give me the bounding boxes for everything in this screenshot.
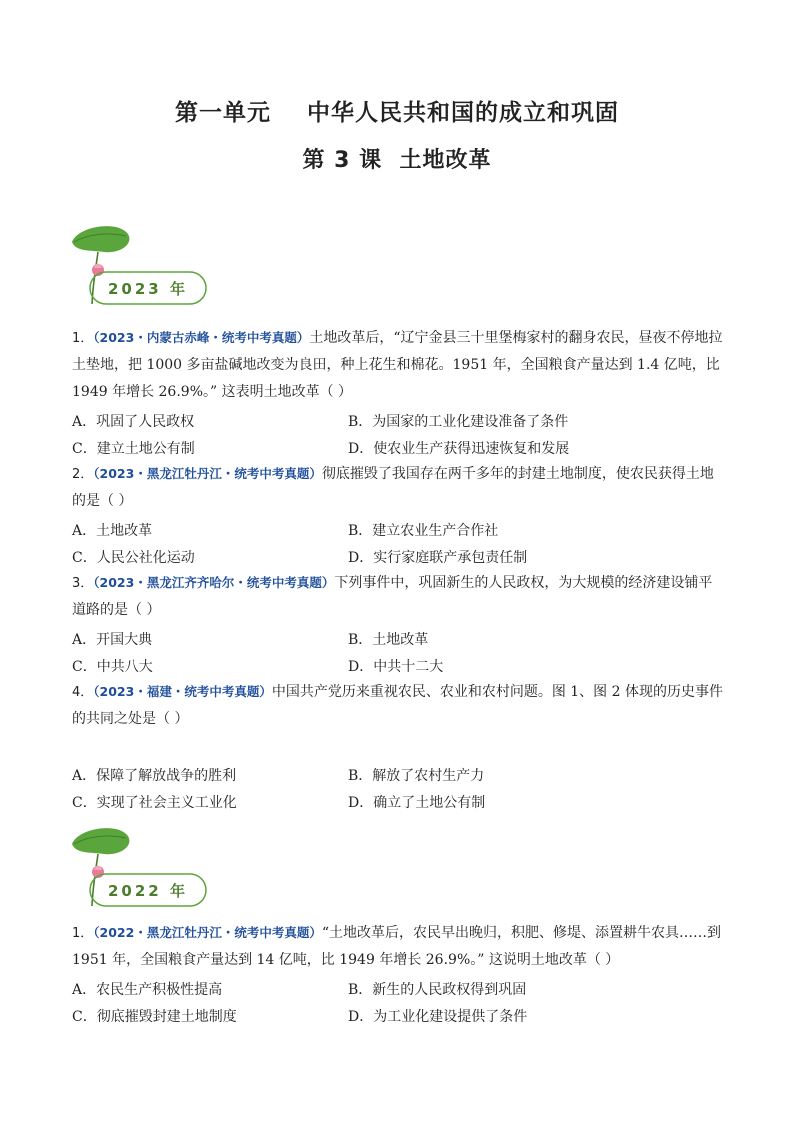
question-number: 4．: [72, 685, 94, 700]
option-a[interactable]: A．开国大典: [72, 632, 153, 648]
option-c[interactable]: C．中共八大: [72, 659, 153, 675]
question-text: 彻底摧毁了我国存在两千多年的封建土地制度，使农民获得土地的是（ ）: [72, 466, 714, 509]
year-badge-2022: [68, 824, 218, 914]
question-source: （2023・黑龙江牡丹江・统考中考真题）: [93, 466, 322, 481]
question-source: （2023・内蒙古赤峰・统考中考真题）: [93, 330, 310, 345]
option-b[interactable]: B．建立农业生产合作社: [348, 523, 499, 539]
question-number: 3．: [72, 576, 94, 591]
year-label: 2022 年: [108, 882, 188, 900]
option-b[interactable]: B．解放了农村生产力: [348, 768, 485, 784]
year-label: 2023 年: [108, 280, 188, 298]
option-a[interactable]: A．土地改革: [72, 523, 153, 539]
question-number: 2．: [72, 467, 94, 482]
question-source: （2022・黑龙江牡丹江・统考中考真题）: [93, 925, 322, 940]
question-2023-3: [72, 569, 724, 624]
option-d[interactable]: D．中共十二大: [348, 659, 444, 675]
question-source: （2023・黑龙江齐齐哈尔・统考中考真题）: [93, 575, 335, 590]
question-text: 下列事件中，巩固新生的人民政权，为大规模的经济建设铺平道路的是（ ）: [72, 575, 713, 618]
option-d[interactable]: D．实行家庭联产承包责任制: [348, 550, 528, 566]
question-2023-2: [72, 460, 724, 515]
lesson-title: 第 3 课 土地改革: [302, 148, 492, 173]
unit-title: 第一单元 中华人民共和国的成立和巩固: [174, 100, 620, 126]
question-number: 1．: [72, 926, 94, 941]
question-text: 中国共产党历来重视农民、农业和农村问题。图 1、图 2 体现的历史事件的共同之处是（ ）: [72, 684, 723, 727]
option-c[interactable]: C．实现了社会主义工业化: [72, 795, 237, 811]
option-d[interactable]: D．确立了土地公有制: [348, 795, 486, 811]
option-a[interactable]: A．巩固了人民政权: [72, 414, 195, 430]
question-number: 1．: [72, 331, 94, 346]
option-c[interactable]: C．人民公社化运动: [72, 550, 195, 566]
question-2022-1: [72, 919, 724, 974]
year-badge-2023: [68, 222, 218, 312]
option-a[interactable]: A．保障了解放战争的胜利: [72, 768, 237, 784]
option-b[interactable]: B．为国家的工业化建设准备了条件: [348, 414, 569, 430]
question-text: “土地改革后，农民早出晚归，积肥、修堤、添置耕牛农具……到 1951 年，全国粮食产量达到 14 亿吨，比 1949 年增长 26.9%。” 这说明土地改革（ ）: [72, 925, 721, 968]
option-b[interactable]: B．新生的人民政权得到巩固: [348, 982, 527, 998]
option-a[interactable]: A．农民生产积极性提高: [72, 982, 223, 998]
question-2023-4: [72, 678, 724, 733]
question-text: 土地改革后，“辽宁金县三十里堡梅家村的翻身农民，昼夜不停地拉土垫地，把 1000 多亩盐碱地改变为良田，种上花生和棉花。1951 年，全国粮食产量达到 1.4 亿吨，比 1949 年增长 26.9%。” 这表明土地改革（ ）: [72, 330, 723, 400]
option-d[interactable]: D．使农业生产获得迅速恢复和发展: [348, 441, 570, 457]
question-2023-1: [72, 324, 724, 406]
option-d[interactable]: D．为工业化建设提供了条件: [348, 1009, 528, 1025]
question-source: （2023・福建・统考中考真题）: [93, 684, 272, 699]
option-b[interactable]: B．土地改革: [348, 632, 429, 648]
option-c[interactable]: C．彻底摧毁封建土地制度: [72, 1009, 237, 1025]
option-c[interactable]: C．建立土地公有制: [72, 441, 195, 457]
